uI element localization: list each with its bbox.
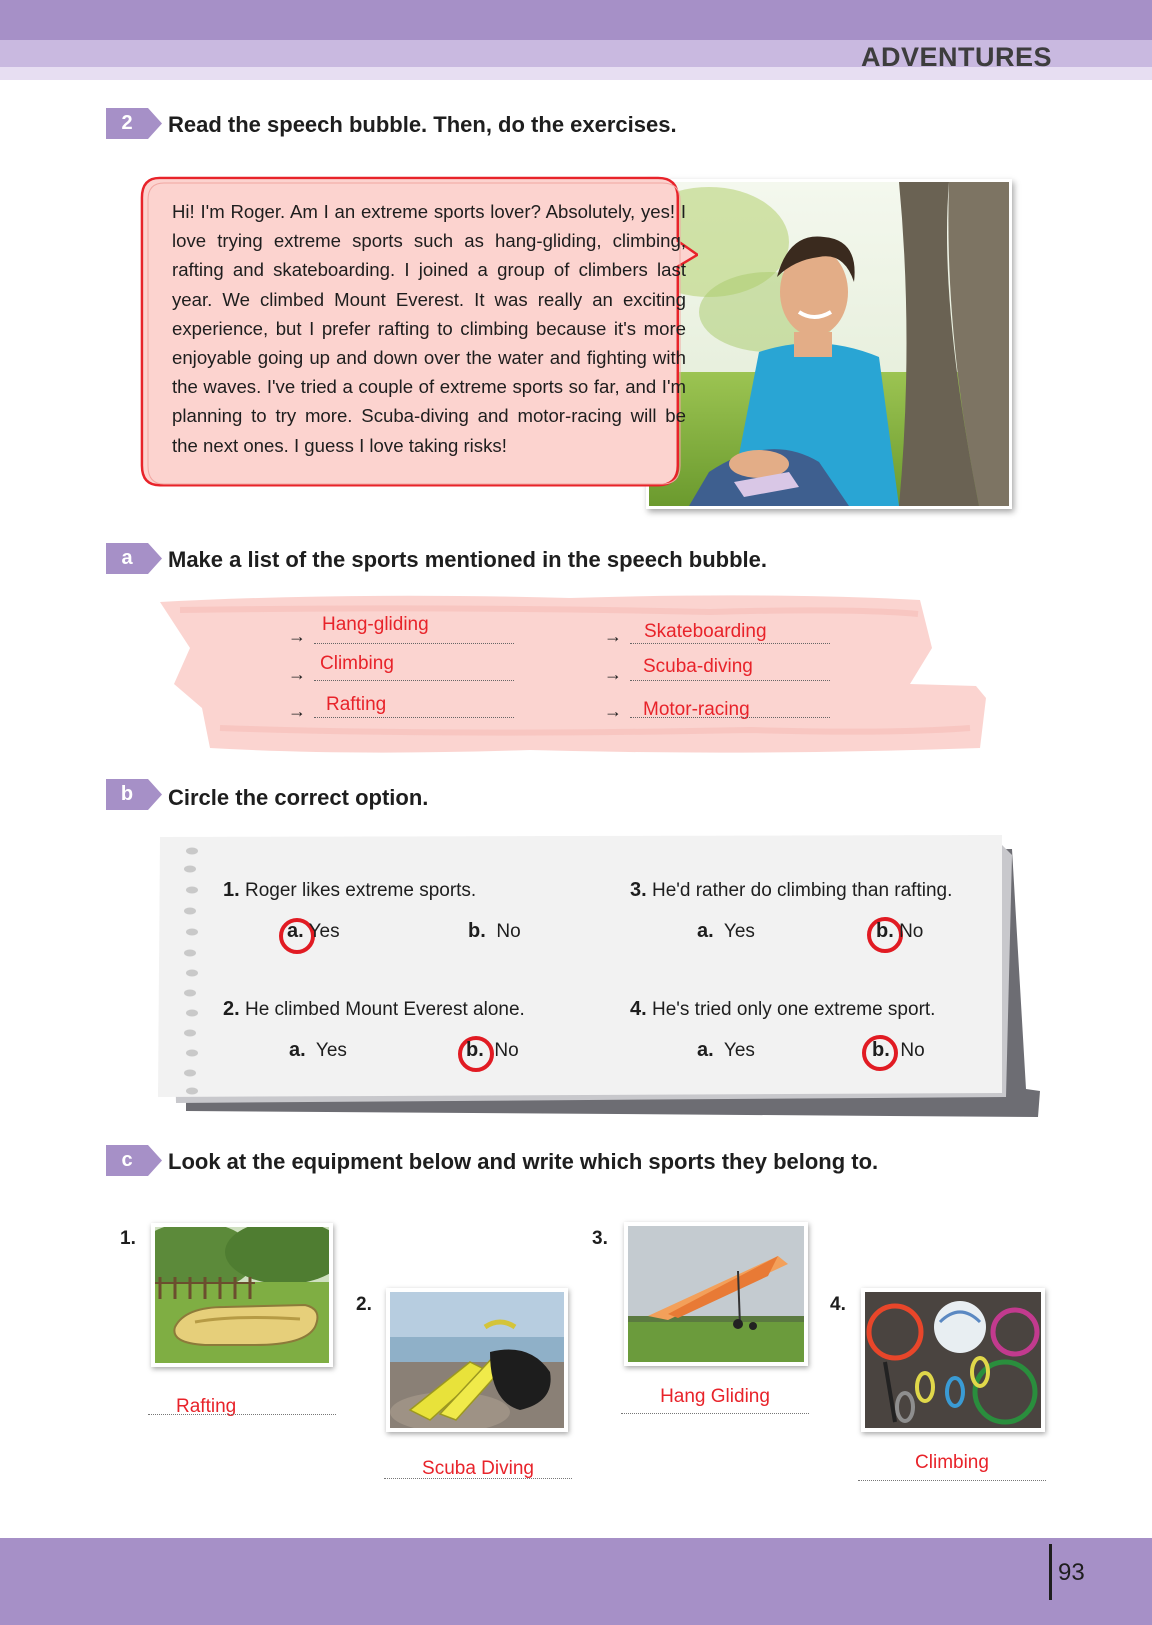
answer-line-1: [314, 643, 514, 644]
list-answer-4: Skateboarding: [644, 621, 767, 642]
q3-option-a-text: Yes: [723, 921, 755, 942]
q4-option-a[interactable]: [697, 1039, 755, 1062]
part-c-letter: c: [121, 1149, 133, 1171]
q1-option-b[interactable]: [468, 920, 521, 943]
equipment-4-answer: Climbing: [915, 1452, 989, 1473]
equipment-2-line: [384, 1478, 572, 1479]
q2-option-a-label: a.: [289, 1039, 306, 1061]
q3-option-b[interactable]: [876, 920, 923, 943]
q4-option-b-text: No: [900, 1040, 925, 1061]
q3-option-b-text: No: [899, 921, 924, 942]
q2-option-b[interactable]: [466, 1039, 519, 1062]
q2-option-b-label: b.: [466, 1039, 484, 1061]
page-number-divider: [1049, 1544, 1052, 1600]
footer-band: [0, 1538, 1152, 1625]
exercise-2-tag: [106, 108, 162, 139]
equipment-2-answer: Scuba Diving: [422, 1458, 534, 1479]
q1-option-a-text: Yes: [308, 921, 340, 942]
equipment-3-answer: Hang Gliding: [660, 1386, 770, 1407]
hang-glider-picture: [624, 1222, 808, 1366]
list-answer-1: Hang-gliding: [322, 614, 429, 635]
list-answer-2: Climbing: [320, 653, 394, 674]
instruction-bold: Read the speech bubble.: [168, 112, 428, 137]
part-c-tag: [106, 1145, 162, 1176]
question-4: [630, 998, 935, 1021]
part-b-letter: b: [120, 783, 134, 805]
instruction-rest: Then, do the exercises.: [427, 112, 677, 137]
notebook-paper: [156, 835, 1044, 1117]
question-1: [223, 879, 476, 902]
equipment-4-line: [858, 1480, 1046, 1481]
exercise-2-instruction: [168, 112, 677, 138]
exercise-2-number: 2: [121, 112, 133, 134]
question-3-number: 3.: [630, 879, 647, 901]
part-a-tag: [106, 543, 162, 574]
question-1-text: Roger likes extreme sports.: [244, 880, 477, 901]
roger-photo: [646, 179, 1012, 509]
part-b-instruction: Circle the correct option.: [168, 785, 429, 810]
list-arrow-3: →: [288, 701, 306, 721]
equipment-4-number: 4.: [830, 1294, 846, 1315]
unit-title: ADVENTURES: [860, 42, 1052, 72]
part-c-instruction: Look at the equipment below and write which sports they belong to.: [168, 1149, 879, 1174]
question-2-number: 2.: [223, 998, 240, 1020]
equipment-2-number: 2.: [356, 1294, 372, 1315]
part-a-letter: a: [121, 547, 133, 569]
page-number: 93: [1058, 1559, 1085, 1586]
q1-option-a-label: a.: [287, 920, 304, 942]
question-4-text: He's tried only one extreme sport.: [651, 999, 936, 1020]
question-3: [630, 879, 952, 902]
q4-option-a-text: Yes: [723, 1040, 755, 1061]
q4-option-a-label: a.: [697, 1039, 714, 1061]
climbing-gear-picture: [861, 1288, 1045, 1432]
q1-option-a[interactable]: [287, 920, 340, 943]
q3-option-a-label: a.: [697, 920, 714, 942]
answer-line-5: [630, 680, 830, 681]
answer-line-2: [314, 680, 514, 681]
brush-stroke-background: [150, 588, 986, 758]
question-3-text: He'd rather do climbing than rafting.: [651, 880, 953, 901]
list-arrow-2: →: [288, 664, 306, 684]
question-4-number: 4.: [630, 998, 647, 1020]
equipment-1-answer: Rafting: [176, 1396, 237, 1417]
answer-line-6: [630, 717, 830, 718]
question-2: [223, 998, 525, 1021]
part-b-tag: [106, 779, 162, 810]
q1-option-b-label: b.: [468, 920, 486, 942]
equipment-1-number: 1.: [120, 1228, 136, 1249]
equipment-3-number: 3.: [592, 1228, 608, 1249]
header-band: [0, 0, 1152, 40]
diving-fins-picture: [386, 1288, 568, 1432]
answer-line-3: [314, 717, 514, 718]
equipment-3-line: [621, 1413, 809, 1414]
question-1-number: 1.: [223, 879, 240, 901]
list-answer-5: Scuba-diving: [643, 656, 753, 677]
question-2-text: He climbed Mount Everest alone.: [244, 999, 525, 1020]
q2-option-a-text: Yes: [315, 1040, 347, 1061]
raft-picture: [151, 1223, 333, 1367]
part-a-instruction: Make a list of the sports mentioned in the speech bubble.: [168, 547, 767, 572]
list-answer-6: Motor-racing: [643, 699, 750, 720]
list-arrow-5: →: [604, 664, 622, 684]
q3-option-b-label: b.: [876, 920, 894, 942]
list-arrow-4: →: [604, 626, 622, 646]
q2-option-a[interactable]: [289, 1039, 347, 1062]
equipment-1-line: [148, 1414, 336, 1415]
list-arrow-6: →: [604, 701, 622, 721]
list-answer-3: Rafting: [326, 694, 387, 715]
answer-line-4: [630, 643, 830, 644]
speech-bubble-text: Hi! I'm Roger. Am I an extreme sports lover? Absolutely, yes! I love trying extreme sports such as hang-gliding, climbing, rafting and skateboarding. I joined a group of climbers last year. We climbed Mount Everest. It was really an exciting experience, but I prefer rafting to climbing because it's more enjoyable going up and down over the water and fighting with the waves. I've tried a couple of extreme sports so far, and I'm planning to try more. Scuba-diving and motor-racing will be the next ones. I guess I love taking risks!: [172, 201, 686, 456]
q1-option-b-text: No: [496, 921, 521, 942]
q2-option-b-text: No: [494, 1040, 519, 1061]
q3-option-a[interactable]: [697, 920, 755, 943]
q4-option-b[interactable]: [872, 1039, 925, 1062]
list-arrow-1: →: [288, 626, 306, 646]
q4-option-b-label: b.: [872, 1039, 890, 1061]
